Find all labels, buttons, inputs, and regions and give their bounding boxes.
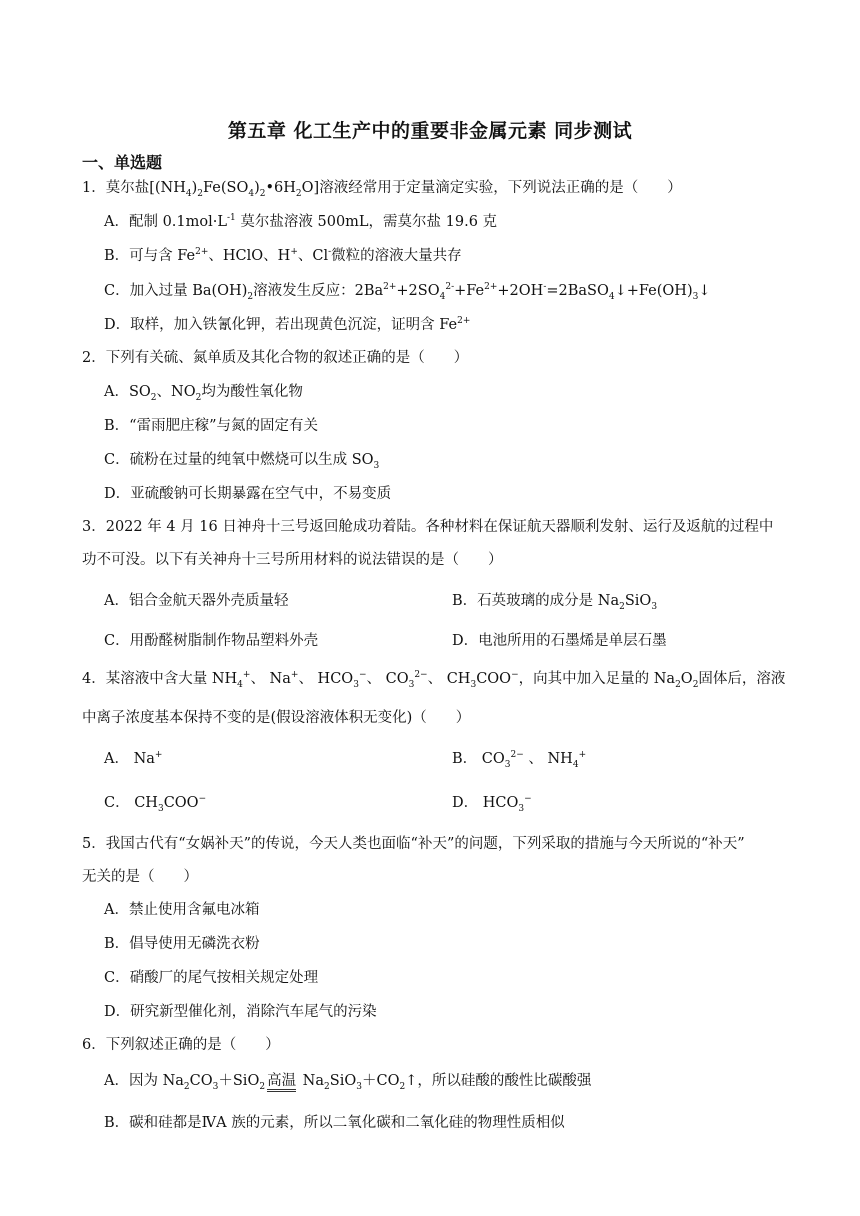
question-6-stem: 6．下列叙述正确的是（ ） xyxy=(82,1037,280,1053)
question-4-option-b: B． $CO_3^{2-}$ 、 $NH_4^+$ xyxy=(452,750,587,770)
question-4-option-d: D． $HCO_3^-$ xyxy=(452,794,532,814)
question-1-stem: 1．莫尔盐$[(NH_4)_2Fe(SO_4)_2•6H_2O]$溶液经常用于定量滴定实验，下列说法正确的是（ ） xyxy=(82,180,682,199)
reaction-condition: 高温 xyxy=(265,1073,298,1094)
question-4-stem-line1: 4．某溶液中含大量 $NH_4^+$、 Na+、 $HCO_3^-$、 $CO_3^{2-}$、 $CH_3COO^-$，向其中加入足量的 $Na_2O_2$固体后，溶液 xyxy=(82,670,786,690)
question-2-option-c: C．硫粉在过量的纯氧中燃烧可以生成 $SO_3$ xyxy=(104,452,380,471)
question-2-option-d: D．亚硫酸钠可长期暴露在空气中，不易变质 xyxy=(104,486,392,502)
page-title: 第五章 化工生产中的重要非金属元素 同步测试 xyxy=(227,120,633,142)
question-3-option-d: D．电池所用的石墨烯是单层石墨 xyxy=(452,633,667,649)
question-5-option-b: B．倡导使用无磷洗衣粉 xyxy=(104,936,260,952)
question-5-stem-line1: 5．我国古代有“女娲补天”的传说，今天人类也面临“补天”的问题，下列采取的措施与今天所说的“补天” xyxy=(82,836,745,852)
question-6-option-a: A．因为 $Na_2CO_3+SiO_2$ 高温 $Na_2SiO_3+CO_2↑$，所以硅酸的酸性比碳酸强 xyxy=(104,1070,591,1094)
question-5-option-a: A．禁止使用含氟电冰箱 xyxy=(104,902,260,918)
question-5-option-d: D．研究新型催化剂，消除汽车尾气的污染 xyxy=(104,1004,377,1020)
question-1-option-c: C．加入过量 $Ba(OH)_2$溶液发生反应：$2Ba^{2+}+2SO_4^{2-}+Fe^{2+}+2OH^-=2BaSO_4↓+Fe(OH)_3↓$ xyxy=(104,282,711,302)
question-3-stem-line1: 3．2022 年 4 月 16 日神舟十三号返回舱成功着陆。各种材料在保证航天器顺利发射、运行及返航的过程中 xyxy=(82,519,774,535)
question-3-stem-line2: 功不可没。以下有关神舟十三号所用材料的说法错误的是（ ） xyxy=(82,552,503,568)
question-3-option-a: A．铝合金航天器外壳质量轻 xyxy=(104,593,289,609)
section-heading: 一、单选题 xyxy=(82,153,163,172)
question-4-option-a: A． Na+ xyxy=(104,750,163,767)
question-4-option-c: C． $CH_3COO^-$ xyxy=(104,794,207,814)
question-1-option-a: A．配制 $0.1mol\cdot L^{-1}$ 莫尔盐溶液 500mL，需莫尔盐 19.6 克 xyxy=(104,213,498,230)
question-2-option-a: A．$SO_2$、$NO_2$均为酸性氧化物 xyxy=(104,384,303,403)
question-3-option-c: C．用酚醛树脂制作物品塑料外壳 xyxy=(104,633,319,649)
question-2-stem: 2．下列有关硫、氮单质及其化合物的叙述正确的是（ ） xyxy=(82,350,469,366)
question-4-stem-line2: 中离子浓度基本保持不变的是(假设溶液体积无变化)（ ） xyxy=(82,710,471,726)
question-3-option-b: B．石英玻璃的成分是 $Na_2SiO_3$ xyxy=(452,593,658,612)
question-1-option-b: B．可与含 $Fe^{2+}$、HClO、H+、Cl-微粒的溶液大量共存 xyxy=(104,247,462,264)
question-5-stem-line2: 无关的是（ ） xyxy=(82,869,198,885)
question-6-option-b: B．碳和硅都是ⅣA 族的元素，所以二氧化碳和二氧化硅的物理性质相似 xyxy=(104,1115,565,1131)
question-2-option-b: B．“雷雨肥庄稼”与氮的固定有关 xyxy=(104,418,318,434)
question-5-option-c: C．硝酸厂的尾气按相关规定处理 xyxy=(104,970,319,986)
question-1-option-d: D．取样，加入铁氰化钾，若出现黄色沉淀，证明含 $Fe^{2+}$ xyxy=(104,316,471,333)
